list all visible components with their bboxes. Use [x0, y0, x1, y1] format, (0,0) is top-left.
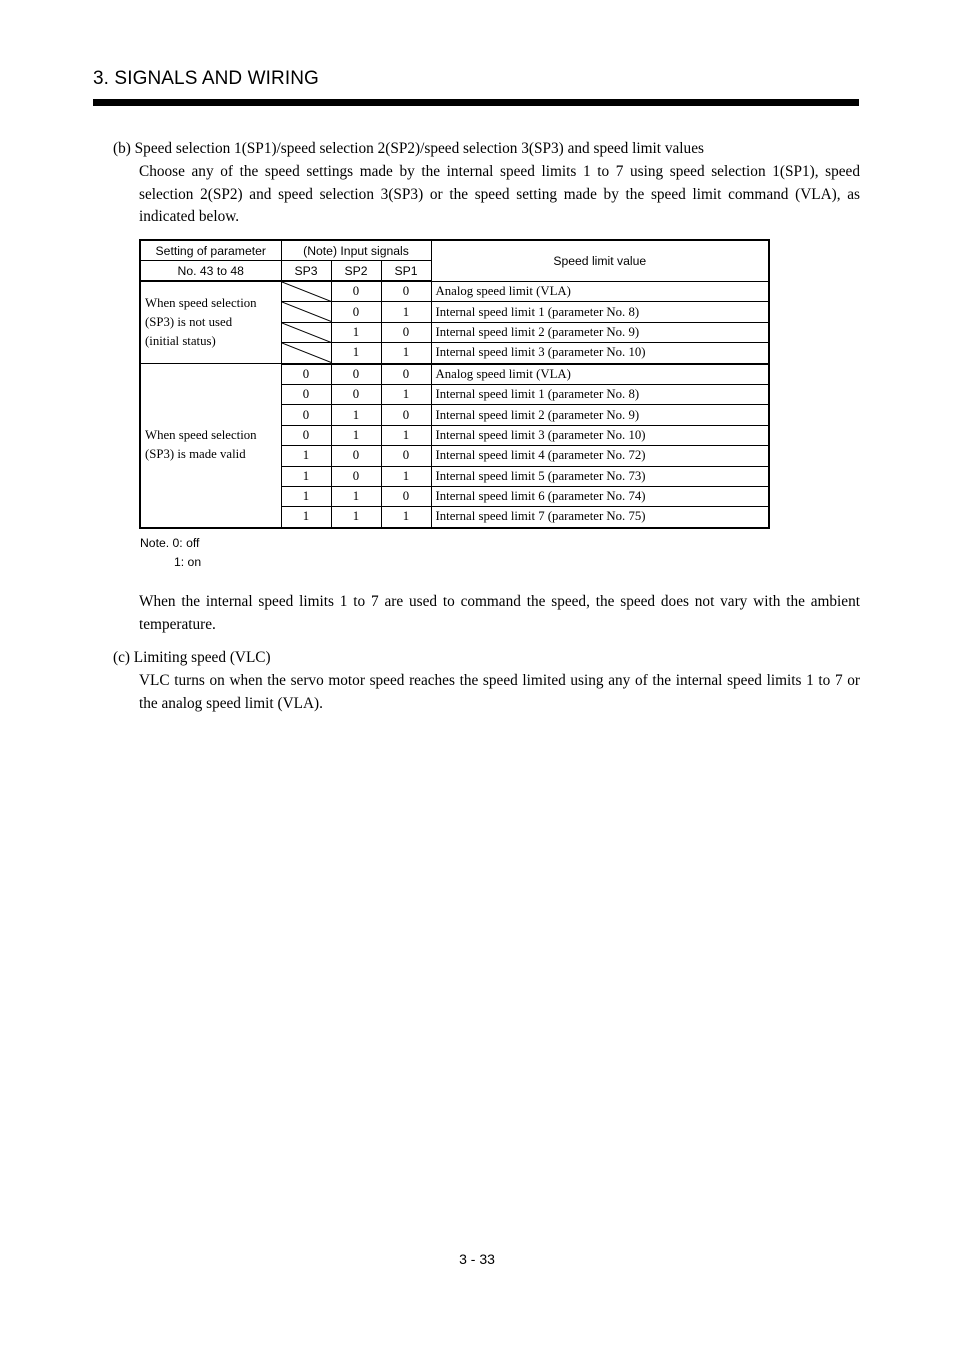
table-cell-sp3: 1 — [281, 466, 331, 486]
section-c-heading: (c) Limiting speed (VLC) — [113, 649, 271, 666]
table-cell-sp2: 0 — [331, 446, 381, 466]
table-cell-value: Internal speed limit 3 (parameter No. 10) — [431, 425, 769, 445]
group2-label — [140, 364, 281, 528]
sp3-not-applicable-cell — [281, 302, 331, 322]
chapter-title: 3. SIGNALS AND WIRING — [93, 68, 319, 89]
header-sp1: SP1 — [381, 261, 431, 282]
table-note-line2: 1: on — [174, 555, 202, 569]
section-c-body: VLC turns on when the servo motor speed reaches the speed limited using any of the internal speed limits 1 to 7 or the analog speed limit (VLA). — [139, 672, 860, 712]
table-cell-value: Analog speed limit (VLA) — [431, 281, 769, 302]
table-cell-value: Internal speed limit 5 (parameter No. 73) — [431, 466, 769, 486]
table-cell-sp2: 1 — [331, 486, 381, 506]
table-cell-sp2: 0 — [331, 384, 381, 404]
table-cell-sp1: 1 — [381, 466, 431, 486]
page-number: 3 - 33 — [459, 1251, 495, 1267]
table-cell-sp1: 0 — [381, 322, 431, 342]
speed-limit-table — [139, 239, 770, 529]
table-note-line1: Note. 0: off — [140, 536, 200, 550]
table-cell-value: Internal speed limit 1 (parameter No. 8) — [431, 384, 769, 404]
section-b-heading: (b) Speed selection 1(SP1)/speed selection 2(SP2)/speed selection 3(SP3) and speed limit values — [113, 140, 704, 157]
header-speed-limit-value: Speed limit value — [431, 240, 769, 281]
group2-label-line2: (SP3) is made valid — [145, 447, 246, 462]
group1-label-line2: (SP3) is not used — [145, 315, 233, 330]
table-cell-sp2: 0 — [331, 281, 381, 302]
header-parameter — [140, 240, 281, 261]
table-cell-sp2: 0 — [331, 302, 381, 322]
table-cell-sp1: 1 — [381, 343, 431, 364]
header-input-signals: (Note) Input signals — [281, 240, 431, 261]
group2-label-line1: When speed selection — [145, 428, 257, 443]
sp3-not-applicable-cell — [281, 343, 331, 364]
table-cell-sp2: 1 — [331, 405, 381, 425]
table-cell-value: Internal speed limit 7 (parameter No. 75) — [431, 507, 769, 528]
table-cell-value: Internal speed limit 1 (parameter No. 8) — [431, 302, 769, 322]
group1-label-line3: (initial status) — [145, 334, 216, 349]
table-cell-sp3: 0 — [281, 405, 331, 425]
table-cell-sp3: 0 — [281, 425, 331, 445]
header-parameter-range: No. 43 to 48 — [140, 261, 281, 282]
table-cell-sp1: 1 — [381, 425, 431, 445]
table-cell-sp3: 0 — [281, 384, 331, 404]
header-parameter-line1: Setting of parameter — [155, 243, 266, 258]
sp3-not-applicable-cell — [281, 322, 331, 342]
sp3-not-applicable-cell — [281, 281, 331, 302]
table-cell-sp1: 0 — [381, 364, 431, 385]
group1-label — [140, 281, 281, 364]
group1-label-line1: When speed selection — [145, 296, 257, 311]
header-sp2: SP2 — [331, 261, 381, 282]
table-cell-sp1: 0 — [381, 405, 431, 425]
table-cell-value: Internal speed limit 2 (parameter No. 9) — [431, 322, 769, 342]
table-cell-value: Internal speed limit 2 (parameter No. 9) — [431, 405, 769, 425]
table-cell-sp2: 1 — [331, 507, 381, 528]
table-cell-sp2: 1 — [331, 343, 381, 364]
table-cell-sp3: 0 — [281, 364, 331, 385]
table-cell-sp2: 1 — [331, 425, 381, 445]
table-cell-sp2: 1 — [331, 322, 381, 342]
section-b-body: Choose any of the speed settings made by the internal speed limits 1 to 7 using speed selection 1(SP1), speed selection 2(SP2) and speed selection 3(SP3) or the speed setting made by the speed limit command (VLA), as indicated below. — [139, 163, 860, 225]
table-cell-sp3: 1 — [281, 507, 331, 528]
table-cell-sp1: 1 — [381, 384, 431, 404]
table-cell-value: Internal speed limit 6 (parameter No. 74) — [431, 486, 769, 506]
ambient-temperature-note: When the internal speed limits 1 to 7 are used to command the speed, the speed does not vary with the ambient temperature. — [139, 593, 860, 633]
table-cell-sp1: 0 — [381, 281, 431, 302]
table-cell-sp1: 0 — [381, 486, 431, 506]
table-cell-sp1: 1 — [381, 507, 431, 528]
table-cell-value: Internal speed limit 4 (parameter No. 72) — [431, 446, 769, 466]
header-sp3: SP3 — [281, 261, 331, 282]
table-cell-sp3: 1 — [281, 446, 331, 466]
table-cell-sp2: 0 — [331, 466, 381, 486]
table-cell-sp1: 1 — [381, 302, 431, 322]
table-cell-sp3: 1 — [281, 486, 331, 506]
table-note — [140, 534, 201, 572]
table-cell-value: Analog speed limit (VLA) — [431, 364, 769, 385]
header-rule — [93, 99, 859, 106]
table-cell-sp1: 0 — [381, 446, 431, 466]
table-cell-value: Internal speed limit 3 (parameter No. 10) — [431, 343, 769, 364]
table-cell-sp2: 0 — [331, 364, 381, 385]
